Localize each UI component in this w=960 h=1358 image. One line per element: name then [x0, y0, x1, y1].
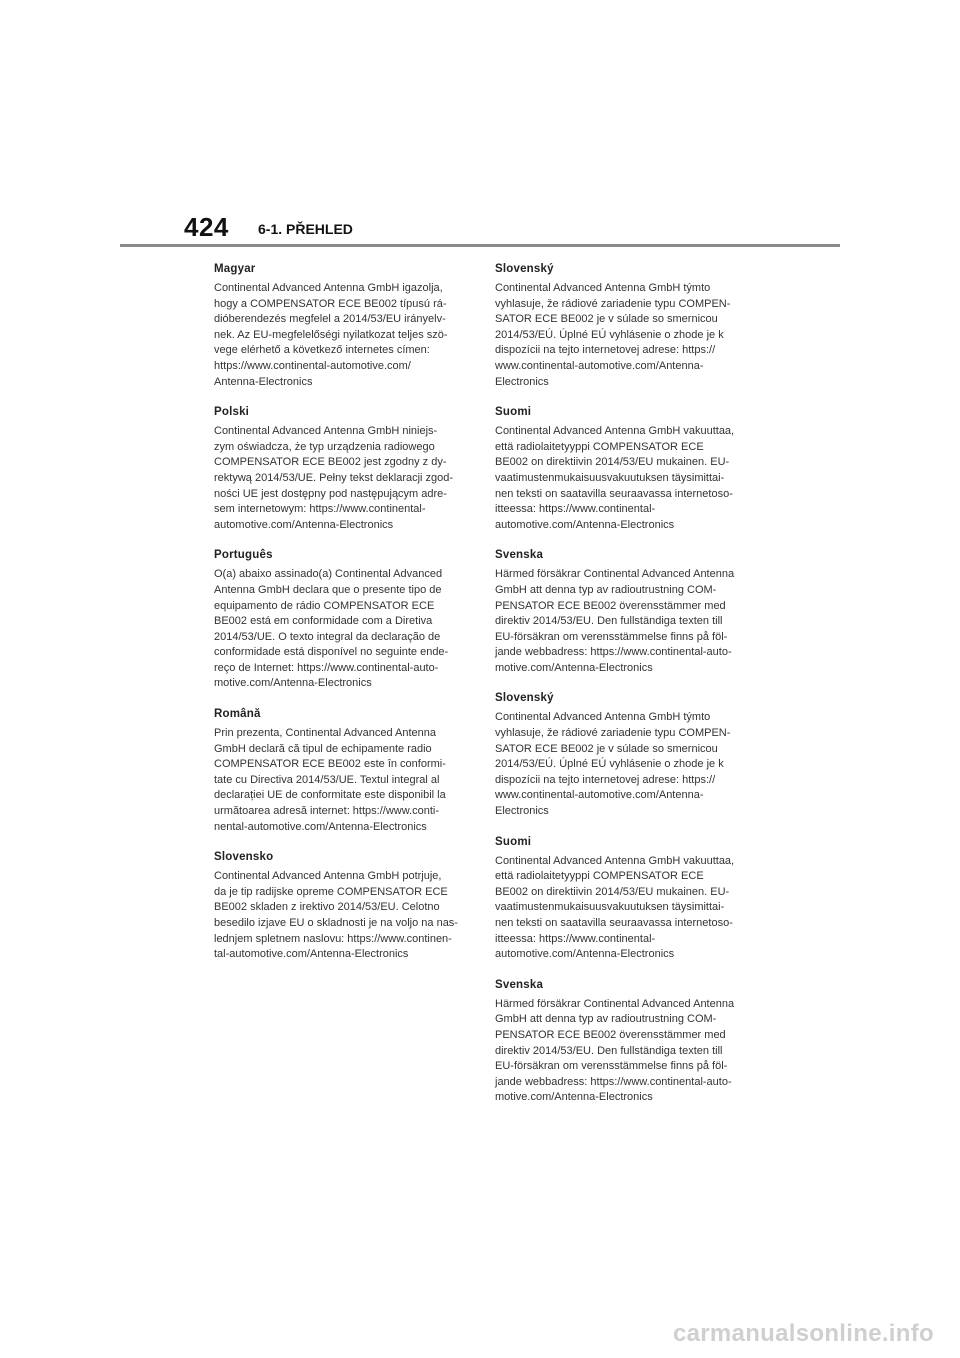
page-number: 424: [184, 212, 229, 242]
language-heading: Português: [214, 549, 273, 562]
declaration-text: Continental Advanced Antenna GmbH niniejs- zym oświadcza, że typ urządzenia radiowego COMPENSATOR ECE BE002 jest zgodny z dy- rektywą 2014/53/UE. Pełny tekst deklaracji zgod- ności UE jest dostępny pod następującym adre- sem internetowym: https://www.continental- automotive.com/Antenna-Electronics: [214, 425, 454, 531]
declaration-text: Härmed försäkrar Continental Advanced Antenna GmbH att denna typ av radioutrustning COM- PENSATOR ECE BE002 överensstämmer med direktiv 2014/53/EU. Den fullständiga texten till EU-försäkran om verensstämmelse finns på föl- jande webbadress: https://www.continental-auto- motive.com/Antenna-Electronics: [495, 997, 735, 1104]
language-heading: Magyar: [214, 263, 256, 275]
language-heading: Polski: [214, 406, 250, 419]
language-block-svenska: [495, 549, 749, 676]
right-column: [495, 263, 749, 1122]
language-block-portugues: [214, 549, 464, 692]
declaration-text: O(a) abaixo assinado(a) Continental Advanced Antenna GmbH declara que o presente tipo de equipamento de rádio COMPENSATOR ECE BE002 está em conformidade com a Diretiva 2014/53/UE. O texto integral da declaração de conformidade está disponível no seguinte ende- reço de Internet: https://www.continental-auto- motive.com/Antenna-Electronics: [214, 568, 449, 690]
language-heading: Suomi: [495, 406, 532, 419]
language-block-svenska-repeat: [495, 979, 749, 1106]
language-heading: Slovenský: [495, 692, 554, 705]
declaration-text: Continental Advanced Antenna GmbH potrjuje, da je tip radijske opreme COMPENSATOR ECE BE002 skladen z irektivo 2014/53/EU. Celotno besedilo izjave EU o skladnosti je na voljo na nas- lednjem spletnem naslovu: https://www.continen- tal-automotive.com/Antenna-Electronics: [214, 870, 458, 961]
declaration-text: Continental Advanced Antenna GmbH týmto vyhlasuje, že rádiové zariadenie typu COMPEN- SATOR ECE BE002 je v súlade so smernicou 2014/53/EÚ. Úplné EÚ vyhlásenie o zhode je k dispozícii na tejto internetovej adrese: https:// www.continental-automotive.com/Antenna- Electronics: [495, 711, 731, 818]
section-title: 6-1. PŘEHLED: [258, 221, 353, 237]
language-heading: Slovensko: [214, 851, 274, 864]
declaration-text: Härmed försäkrar Continental Advanced Antenna GmbH att denna typ av radioutrustning COM- PENSATOR ECE BE002 överensstämmer med direktiv 2014/53/EU. Den fullständiga texten till EU-försäkran om verensstämmelse finns på föl- jande webbadress: https://www.continental-auto- motive.com/Antenna-Electronics: [495, 568, 735, 674]
language-heading: Svenska: [495, 549, 544, 562]
site-watermark: carmanualsonline.info: [672, 1320, 934, 1347]
language-heading: Suomi: [495, 835, 532, 848]
declaration-text: Continental Advanced Antenna GmbH vakuuttaa, että radiolaitetyyppi COMPENSATOR ECE BE002 on direktiivin 2014/53/EU mukainen. EU- vaatimustenmukaisuusvakuutuksen täysimittai- nen teksti on saatavilla seuraavassa internetoso- itteessa: https://www.continental- automotive.com/Antenna-Electronics: [495, 854, 735, 961]
language-heading: Română: [214, 708, 261, 721]
language-block-suomi-repeat: [495, 836, 749, 963]
language-block-slovensky-repeat: [495, 692, 749, 819]
language-block-romana: [214, 708, 464, 835]
language-block-magyar: [214, 263, 464, 390]
language-block-polski: [214, 406, 464, 533]
header-divider: [120, 244, 840, 247]
language-block-slovensky: [495, 263, 749, 390]
declaration-text: Continental Advanced Antenna GmbH týmto vyhlasuje, že rádiové zariadenie typu COMPEN- SATOR ECE BE002 je v súlade so smernicou 2014/53/EÚ. Úplné EÚ vyhlásenie o zhode je k dispozícii na tejto internetovej adrese: https:// www.continental-automotive.com/Antenna- Electronics: [495, 282, 731, 388]
language-heading: Slovenský: [495, 263, 554, 275]
language-heading: Svenska: [495, 978, 544, 991]
declaration-text: Continental Advanced Antenna GmbH vakuuttaa, että radiolaitetyyppi COMPENSATOR ECE BE002 on direktiivin 2014/53/EU mukainen. EU- vaatimustenmukaisuusvakuutuksen täysimittai- nen teksti on saatavilla seuraavassa internetoso- itteessa: https://www.continental- automotive.com/Antenna-Electronics: [495, 425, 735, 531]
declaration-text: Continental Advanced Antenna GmbH igazolja, hogy a COMPENSATOR ECE BE002 típusú rá- dióberendezés megfelel a 2014/53/EU irányelv- nek. Az EU-megfelelőségi nyilatkozat teljes szö- vege elérhető a következő internetes címen: https://www.continental-automotive.com/ Antenna-Electronics: [214, 282, 448, 388]
language-block-suomi: [495, 406, 749, 533]
language-block-slovensko: [214, 851, 464, 963]
declaration-text: Prin prezenta, Continental Advanced Antenna GmbH declară că tipul de echipamente radio COMPENSATOR ECE BE002 este în conformi- tate cu Directiva 2014/53/UE. Textul integral al declarației UE de conformitate este disponibil la următoarea adresă internet: https://www.conti- nental-automotive.com/Antenna-Electronics: [214, 727, 446, 833]
left-column: [214, 263, 464, 979]
